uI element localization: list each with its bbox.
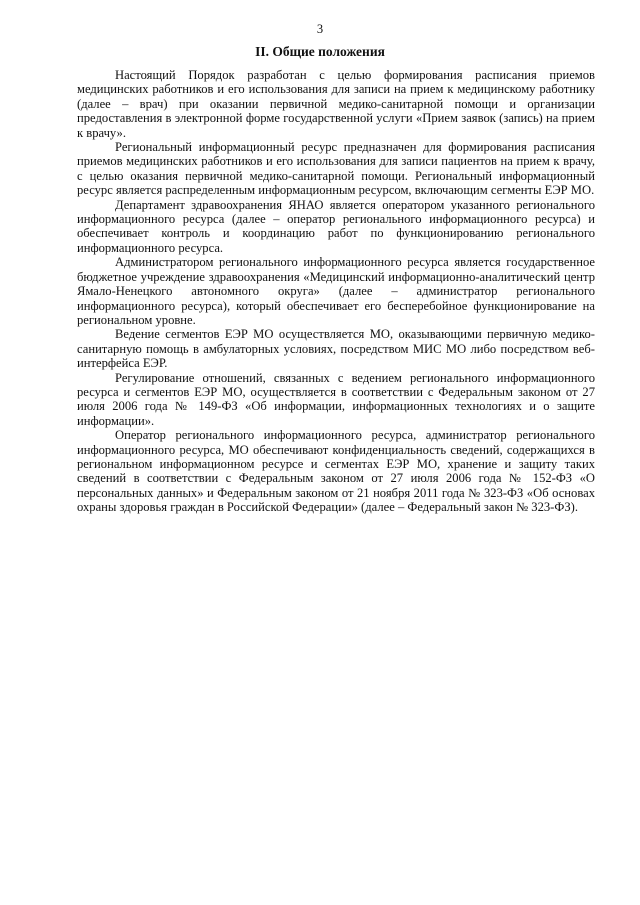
section-title: II. Общие положения [255, 44, 385, 59]
paragraph-confidentiality: Оператор регионального информационного ресурса, администратор регионального информационного ресурса, МО обеспечивают конфиденциальность сведений, содержащихся в региональном информационном ресурсе и сегментах ЕЭР МО, хранение и защиту таких сведений в соответствии с Федеральным законом от 27 июля 2006 года № 152-ФЗ «О персональных данных» и Федеральным законом от 21 ноября 2011 года № 323-ФЗ «Об основах охраны здоровья граждан в Российской Федерации» (далее – Федеральный закон № 323-ФЗ). [77, 428, 595, 515]
paragraph-regional-resource: Региональный информационный ресурс предназначен для формирования расписания приемов медицинских работников и его использования для записи пациентов на прием к врачу, с целью оказания первичной медико-санитарной помощи. Региональный информационный ресурс является распределенным информационным ресурсом, включающим сегменты ЕЭР МО. [77, 140, 595, 198]
paragraph-operator: Департамент здравоохранения ЯНАО является оператором указанного регионального информационного ресурса (далее – оператор регионального информационного ресурса) и обеспечивает контроль и координацию работ по функционированию регионального информационного ресурса. [77, 197, 595, 255]
paragraph-regulation: Регулирование отношений, связанных с ведением регионального информационного ресурса и сегментов ЕЭР МО, осуществляется в соответствии с Федеральным законом от 27 июля 2006 года № 149-ФЗ «Об информации, информационных технологиях и о защите информации». [77, 370, 595, 428]
paragraph-purpose: Настоящий Порядок разработан с целью формирования расписания приемов медицинских работников и его использования для записи на прием к медицинскому работнику (далее – врач) при оказании первичной медико-санитарной помощи и организации предоставления в электронной форме государственной услуги «Прием заявок (запись) на прием к врачу». [77, 68, 595, 140]
paragraph-segments: Ведение сегментов ЕЭР МО осуществляется МО, оказывающими первичную медико-санитарную помощь в амбулаторных условиях, посредством МИС МО либо посредством веб-интерфейса ЕЭР. [77, 327, 595, 371]
page-number: 3 [316, 22, 324, 36]
document-body [77, 68, 595, 515]
paragraph-administrator: Администратором регионального информационного ресурса является государственное бюджетное учреждение здравоохранения «Медицинский информационно-аналитический центр Ямало-Ненецкого автономного округа» (далее – администратор регионального информационного ресурса), который обеспечивает его бесперебойное функционирование на региональном уровне. [77, 255, 595, 327]
